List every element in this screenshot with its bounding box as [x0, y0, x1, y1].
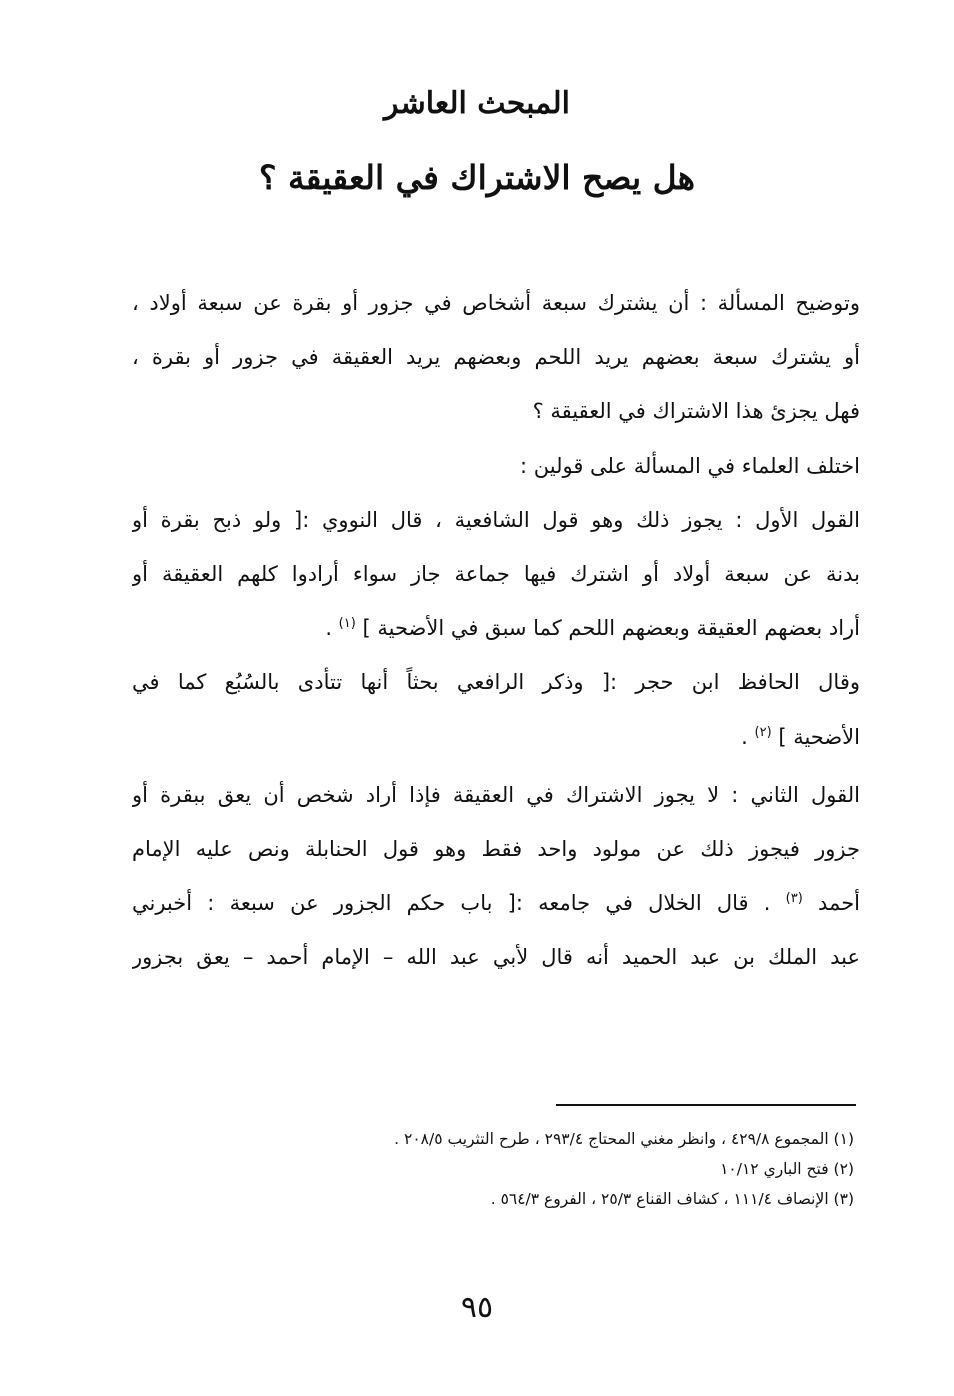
body-line-text: . قال الخلال في جامعه :[ باب حكم الجزور عن سبعة : أخبرني: [132, 891, 771, 916]
body-line-text: أحمد: [818, 891, 860, 916]
body-line-end: .: [325, 616, 339, 641]
footnotes: [150, 1124, 854, 1214]
body-line-with-footnote: [132, 710, 860, 764]
footnote: (٣) الإنصاف ١١١/٤ ، كشاف القناع ٢٥/٣ ، الفروع ٥٦٤/٣ .: [490, 1190, 854, 1208]
question-title: هل يصح الاشتراك في العقيقة ؟: [258, 158, 696, 197]
footnote: (٢) فتح الباري ١٠/١٢: [720, 1160, 854, 1178]
footnote-reference: (٢): [754, 724, 772, 740]
body-line: اختلف العلماء في المسألة على قولين :: [520, 453, 860, 478]
body-line: القول الثاني : لا يجوز الاشتراك في العقيقة فإذا أراد شخص أن يعق ببقرة أو: [132, 782, 860, 807]
body-line-with-footnote: [132, 601, 860, 655]
body-line-text: الأضحية ]: [778, 724, 860, 749]
body-line: وقال الحافظ ابن حجر :[ وذكر الرافعي بحثاً أنها تتأدى بالسُبُع كما في: [132, 670, 860, 695]
footnote: (١) المجموع ٤٢٩/٨ ، وانظر مغني المحتاج ٢٩٣/٤ ، طرح التثريب ٢٠٨/٥ .: [394, 1130, 854, 1148]
body-line: فهل يجزئ هذا الاشتراك في العقيقة ؟: [532, 399, 860, 424]
body-line: جزور فيجوز ذلك عن مولود واحد فقط وهو قول الحنابلة ونص عليه الإمام: [132, 836, 860, 861]
body-line-end: .: [741, 724, 755, 749]
section-title: المبحث العاشر: [384, 86, 570, 121]
page-number: ٩٥: [460, 1290, 494, 1325]
body-line: القول الأول : يجوز ذلك وهو قول الشافعية ، قال النووي :[ ولو ذبح بقرة أو: [132, 507, 860, 532]
body-line: أو يشترك سبعة بعضهم يريد اللحم وبعضهم يريد العقيقة في جزور أو بقرة ،: [132, 345, 860, 370]
body-line: عبد الملك بن عبد الحميد أنه قال لأبي عبد الله – الإمام أحمد – يعق بجزور: [132, 945, 860, 970]
body-line: بدنة عن سبعة أولاد أو اشترك فيها جماعة جاز سواء أرادوا كلهم العقيقة أو: [132, 561, 860, 586]
body-line-text: أراد بعضهم العقيقة وبعضهم اللحم كما سبق في الأضحية ]: [362, 616, 860, 641]
body-text: [132, 276, 860, 984]
footnote-reference: (٣): [785, 891, 803, 907]
footnote-reference: (١): [338, 616, 356, 632]
body-line-with-footnote: [132, 876, 860, 930]
body-line: وتوضيح المسألة : أن يشترك سبعة أشخاص في جزور أو بقرة عن سبعة أولاد ،: [132, 291, 860, 315]
footnote-separator: [556, 1104, 856, 1106]
